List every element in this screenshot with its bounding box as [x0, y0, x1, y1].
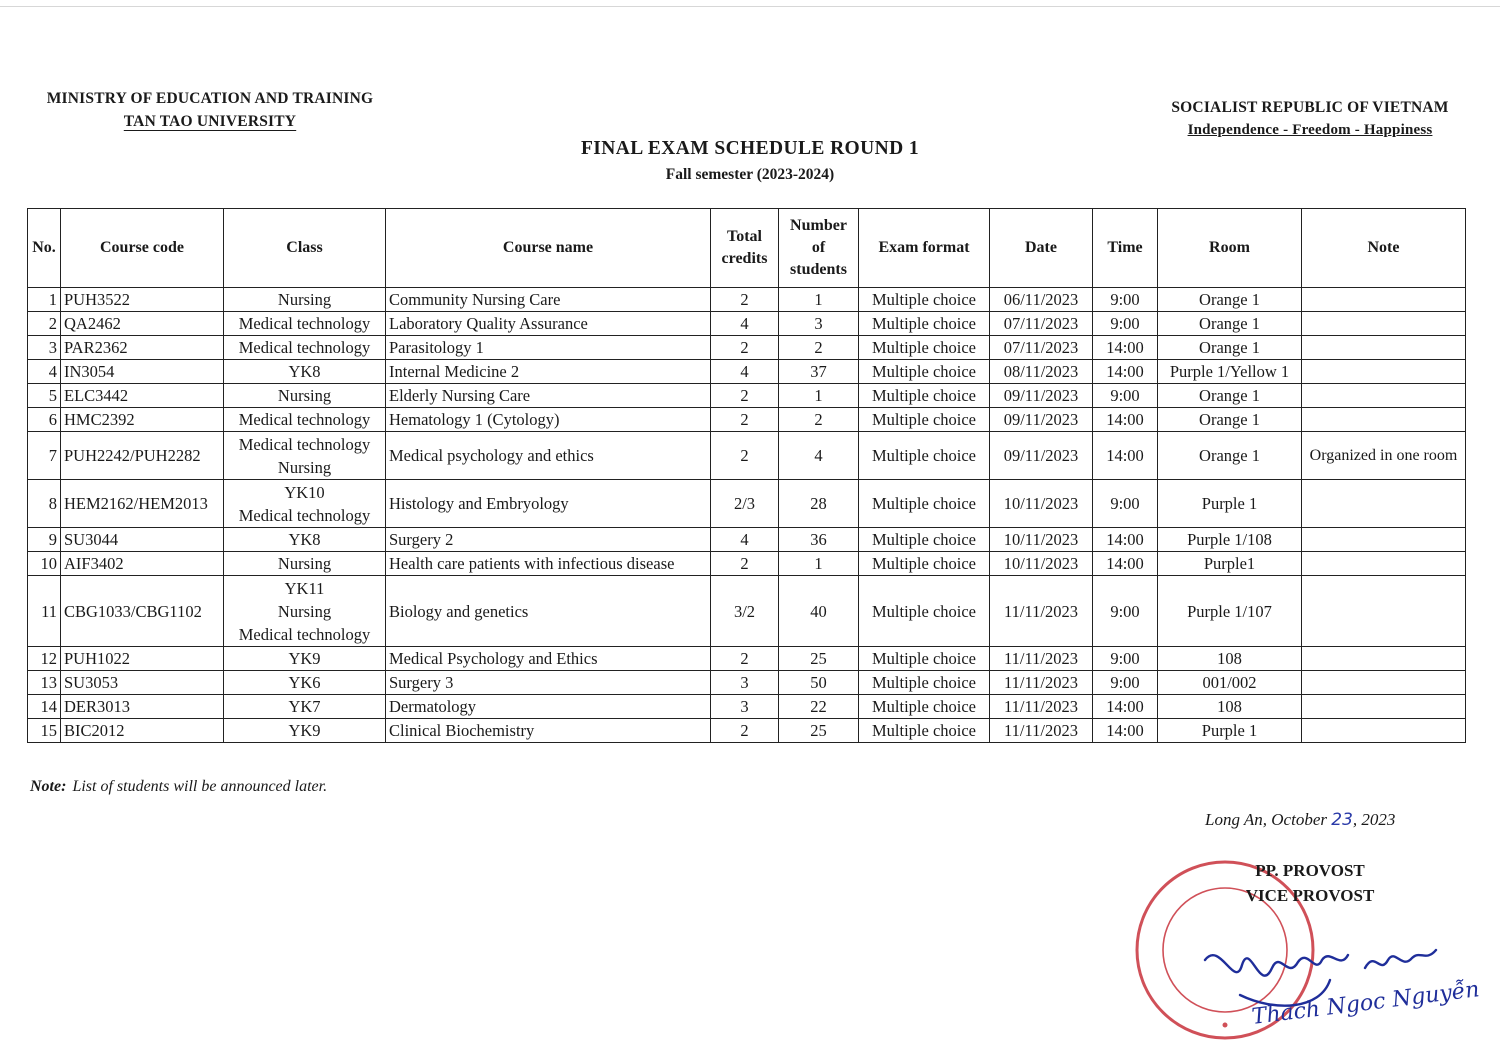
- cell-exam-format: Multiple choice: [859, 671, 990, 695]
- cell-exam-format: Multiple choice: [859, 288, 990, 312]
- cell-note: [1302, 336, 1466, 360]
- cell-class: YK11 Nursing Medical technology: [224, 576, 386, 647]
- cell-note: [1302, 528, 1466, 552]
- cell-no: 3: [28, 336, 61, 360]
- table-row: [28, 432, 1466, 480]
- cell-exam-format: Multiple choice: [859, 695, 990, 719]
- cell-course-name: Community Nursing Care: [386, 288, 711, 312]
- table-row: [28, 576, 1466, 647]
- cell-number-of-students: 25: [779, 719, 859, 743]
- cell-total-credits: 3/2: [711, 576, 779, 647]
- table-row: [28, 360, 1466, 384]
- cell-note: [1302, 408, 1466, 432]
- university-name: TAN TAO UNIVERSITY: [123, 113, 297, 130]
- header-total-credits: Total credits: [711, 209, 779, 288]
- cell-number-of-students: 40: [779, 576, 859, 647]
- cell-note: [1302, 360, 1466, 384]
- cell-no: 2: [28, 312, 61, 336]
- cell-room: 001/002: [1158, 671, 1302, 695]
- cell-class: Medical technology: [224, 336, 386, 360]
- table-header-row: [28, 209, 1466, 288]
- header-class: Class: [224, 209, 386, 288]
- cell-date: 11/11/2023: [990, 671, 1093, 695]
- cell-total-credits: 3: [711, 695, 779, 719]
- cell-course-code: PUH3522: [61, 288, 224, 312]
- cell-number-of-students: 2: [779, 408, 859, 432]
- cell-number-of-students: 1: [779, 384, 859, 408]
- table-row: [28, 480, 1466, 528]
- cell-total-credits: 2: [711, 719, 779, 743]
- signer-block: [1210, 858, 1410, 908]
- cell-number-of-students: 4: [779, 432, 859, 480]
- cell-total-credits: 2: [711, 408, 779, 432]
- cell-number-of-students: 25: [779, 647, 859, 671]
- cell-class: YK7: [224, 695, 386, 719]
- cell-course-code: SU3044: [61, 528, 224, 552]
- cell-room: Orange 1: [1158, 312, 1302, 336]
- cell-no: 11: [28, 576, 61, 647]
- cell-room: Purple 1: [1158, 719, 1302, 743]
- cell-room: Purple1: [1158, 552, 1302, 576]
- cell-exam-format: Multiple choice: [859, 432, 990, 480]
- cell-course-name: Dermatology: [386, 695, 711, 719]
- cell-room: Orange 1: [1158, 408, 1302, 432]
- cell-room: Purple 1/108: [1158, 528, 1302, 552]
- header-room: Room: [1158, 209, 1302, 288]
- exam-schedule-table: [27, 208, 1466, 743]
- cell-time: 9:00: [1093, 647, 1158, 671]
- cell-exam-format: Multiple choice: [859, 336, 990, 360]
- cell-exam-format: Multiple choice: [859, 408, 990, 432]
- cell-course-name: Parasitology 1: [386, 336, 711, 360]
- cell-total-credits: 4: [711, 312, 779, 336]
- page-subtitle: Fall semester (2023-2024): [665, 166, 835, 183]
- cell-class: Nursing: [224, 552, 386, 576]
- place-date-suffix: , 2023: [1352, 810, 1396, 829]
- cell-note: [1302, 719, 1466, 743]
- table-row: [28, 671, 1466, 695]
- cell-total-credits: 2: [711, 432, 779, 480]
- cell-total-credits: 4: [711, 528, 779, 552]
- place-date-prefix: Long An, October: [1205, 810, 1332, 829]
- cell-total-credits: 2/3: [711, 480, 779, 528]
- cell-course-code: IN3054: [61, 360, 224, 384]
- cell-class: Medical technology Nursing: [224, 432, 386, 480]
- cell-course-name: Hematology 1 (Cytology): [386, 408, 711, 432]
- cell-course-code: ELC3442: [61, 384, 224, 408]
- national-motto: Independence - Freedom - Happiness: [1187, 122, 1433, 138]
- table-row: [28, 288, 1466, 312]
- header-time: Time: [1093, 209, 1158, 288]
- cell-course-code: HMC2392: [61, 408, 224, 432]
- cell-exam-format: Multiple choice: [859, 719, 990, 743]
- footnote-label: Note:: [30, 778, 67, 795]
- cell-exam-format: Multiple choice: [859, 647, 990, 671]
- cell-exam-format: Multiple choice: [859, 576, 990, 647]
- cell-date: 11/11/2023: [990, 695, 1093, 719]
- page-title: FINAL EXAM SCHEDULE ROUND 1: [581, 138, 919, 159]
- cell-date: 11/11/2023: [990, 576, 1093, 647]
- header-exam-format: Exam format: [859, 209, 990, 288]
- cell-no: 1: [28, 288, 61, 312]
- table-row: [28, 408, 1466, 432]
- table-body: [28, 288, 1466, 743]
- cell-course-name: Clinical Biochemistry: [386, 719, 711, 743]
- cell-room: Purple 1: [1158, 480, 1302, 528]
- cell-course-name: Internal Medicine 2: [386, 360, 711, 384]
- header-number-of-students: Number of students: [779, 209, 859, 288]
- cell-course-code: PUH1022: [61, 647, 224, 671]
- cell-total-credits: 3: [711, 671, 779, 695]
- cell-course-name: Elderly Nursing Care: [386, 384, 711, 408]
- cell-class: Medical technology: [224, 312, 386, 336]
- seal-star-icon: [1223, 1023, 1228, 1028]
- table-row: [28, 647, 1466, 671]
- cell-note: [1302, 695, 1466, 719]
- cell-no: 4: [28, 360, 61, 384]
- header-course-code: Course code: [61, 209, 224, 288]
- cell-class: YK10 Medical technology: [224, 480, 386, 528]
- table-row: [28, 336, 1466, 360]
- cell-no: 5: [28, 384, 61, 408]
- cell-time: 9:00: [1093, 288, 1158, 312]
- cell-date: 10/11/2023: [990, 528, 1093, 552]
- cell-time: 14:00: [1093, 528, 1158, 552]
- cell-time: 9:00: [1093, 480, 1158, 528]
- cell-time: 9:00: [1093, 312, 1158, 336]
- table-row: [28, 719, 1466, 743]
- cell-total-credits: 4: [711, 360, 779, 384]
- cell-number-of-students: 2: [779, 336, 859, 360]
- cell-date: 10/11/2023: [990, 552, 1093, 576]
- cell-class: Nursing: [224, 384, 386, 408]
- cell-date: 07/11/2023: [990, 312, 1093, 336]
- cell-course-code: DER3013: [61, 695, 224, 719]
- cell-class: YK6: [224, 671, 386, 695]
- ministry-name: MINISTRY OF EDUCATION AND TRAINING: [46, 90, 374, 107]
- cell-time: 14:00: [1093, 695, 1158, 719]
- cell-course-code: BIC2012: [61, 719, 224, 743]
- cell-course-name: Laboratory Quality Assurance: [386, 312, 711, 336]
- cell-note: [1302, 384, 1466, 408]
- cell-exam-format: Multiple choice: [859, 528, 990, 552]
- cell-note: [1302, 480, 1466, 528]
- table-row: [28, 552, 1466, 576]
- cell-course-name: Histology and Embryology: [386, 480, 711, 528]
- cell-number-of-students: 22: [779, 695, 859, 719]
- cell-date: 08/11/2023: [990, 360, 1093, 384]
- cell-time: 9:00: [1093, 576, 1158, 647]
- cell-course-name: Surgery 3: [386, 671, 711, 695]
- cell-course-code: PAR2362: [61, 336, 224, 360]
- cell-course-code: QA2462: [61, 312, 224, 336]
- table-row: [28, 695, 1466, 719]
- ministry-header: [30, 87, 390, 133]
- header-course-name: Course name: [386, 209, 711, 288]
- cell-total-credits: 2: [711, 552, 779, 576]
- cell-no: 12: [28, 647, 61, 671]
- cell-date: 11/11/2023: [990, 647, 1093, 671]
- cell-room: Purple 1/107: [1158, 576, 1302, 647]
- cell-time: 14:00: [1093, 408, 1158, 432]
- cell-room: Purple 1/Yellow 1: [1158, 360, 1302, 384]
- cell-note: [1302, 552, 1466, 576]
- cell-room: 108: [1158, 695, 1302, 719]
- place-and-date: [1205, 810, 1395, 830]
- cell-note: [1302, 671, 1466, 695]
- cell-date: 10/11/2023: [990, 480, 1093, 528]
- cell-time: 14:00: [1093, 432, 1158, 480]
- cell-no: 6: [28, 408, 61, 432]
- cell-course-code: CBG1033/CBG1102: [61, 576, 224, 647]
- cell-course-name: Biology and genetics: [386, 576, 711, 647]
- cell-note: Organized in one room: [1302, 432, 1466, 480]
- cell-course-name: Health care patients with infectious disease: [386, 552, 711, 576]
- cell-number-of-students: 37: [779, 360, 859, 384]
- cell-number-of-students: 50: [779, 671, 859, 695]
- cell-date: 09/11/2023: [990, 432, 1093, 480]
- cell-date: 11/11/2023: [990, 719, 1093, 743]
- table-row: [28, 312, 1466, 336]
- country-header: [1150, 96, 1470, 142]
- cell-course-name: Medical Psychology and Ethics: [386, 647, 711, 671]
- footnote: [30, 778, 327, 796]
- top-border-line: [0, 6, 1500, 7]
- cell-exam-format: Multiple choice: [859, 552, 990, 576]
- cell-total-credits: 2: [711, 288, 779, 312]
- cell-class: YK8: [224, 528, 386, 552]
- cell-no: 15: [28, 719, 61, 743]
- cell-number-of-students: 36: [779, 528, 859, 552]
- cell-note: [1302, 312, 1466, 336]
- cell-date: 07/11/2023: [990, 336, 1093, 360]
- cell-total-credits: 2: [711, 647, 779, 671]
- cell-exam-format: Multiple choice: [859, 480, 990, 528]
- cell-time: 14:00: [1093, 360, 1158, 384]
- cell-total-credits: 2: [711, 384, 779, 408]
- cell-note: [1302, 647, 1466, 671]
- cell-number-of-students: 3: [779, 312, 859, 336]
- cell-course-code: AIF3402: [61, 552, 224, 576]
- cell-no: 9: [28, 528, 61, 552]
- signature-name: Thach Ngoc Nguyễn: [1250, 977, 1481, 1030]
- cell-time: 9:00: [1093, 671, 1158, 695]
- header-no: No.: [28, 209, 61, 288]
- cell-no: 10: [28, 552, 61, 576]
- cell-room: Orange 1: [1158, 336, 1302, 360]
- place-date-day: 23: [1331, 810, 1353, 830]
- cell-exam-format: Multiple choice: [859, 384, 990, 408]
- cell-time: 14:00: [1093, 336, 1158, 360]
- cell-exam-format: Multiple choice: [859, 312, 990, 336]
- cell-class: YK8: [224, 360, 386, 384]
- cell-course-code: SU3053: [61, 671, 224, 695]
- signer-title-2: VICE PROVOST: [1245, 886, 1375, 905]
- header-note: Note: [1302, 209, 1466, 288]
- cell-class: YK9: [224, 719, 386, 743]
- cell-time: 9:00: [1093, 384, 1158, 408]
- cell-course-name: Medical psychology and ethics: [386, 432, 711, 480]
- cell-class: YK9: [224, 647, 386, 671]
- cell-room: Orange 1: [1158, 384, 1302, 408]
- cell-number-of-students: 28: [779, 480, 859, 528]
- cell-date: 09/11/2023: [990, 408, 1093, 432]
- cell-date: 09/11/2023: [990, 384, 1093, 408]
- cell-number-of-students: 1: [779, 552, 859, 576]
- country-name: SOCIALIST REPUBLIC OF VIETNAM: [1171, 99, 1449, 116]
- cell-no: 7: [28, 432, 61, 480]
- cell-time: 14:00: [1093, 552, 1158, 576]
- header-date: Date: [990, 209, 1093, 288]
- cell-no: 8: [28, 480, 61, 528]
- table-row: [28, 384, 1466, 408]
- cell-time: 14:00: [1093, 719, 1158, 743]
- cell-exam-format: Multiple choice: [859, 360, 990, 384]
- cell-room: 108: [1158, 647, 1302, 671]
- footnote-text: List of students will be announced later.: [72, 778, 328, 795]
- cell-note: [1302, 576, 1466, 647]
- cell-course-code: HEM2162/HEM2013: [61, 480, 224, 528]
- cell-course-name: Surgery 2: [386, 528, 711, 552]
- cell-date: 06/11/2023: [990, 288, 1093, 312]
- cell-room: Orange 1: [1158, 432, 1302, 480]
- signer-title-1: PP. PROVOST: [1255, 861, 1365, 880]
- cell-no: 13: [28, 671, 61, 695]
- cell-total-credits: 2: [711, 336, 779, 360]
- cell-number-of-students: 1: [779, 288, 859, 312]
- cell-class: Nursing: [224, 288, 386, 312]
- cell-course-code: PUH2242/PUH2282: [61, 432, 224, 480]
- table-row: [28, 528, 1466, 552]
- cell-no: 14: [28, 695, 61, 719]
- cell-class: Medical technology: [224, 408, 386, 432]
- cell-note: [1302, 288, 1466, 312]
- cell-room: Orange 1: [1158, 288, 1302, 312]
